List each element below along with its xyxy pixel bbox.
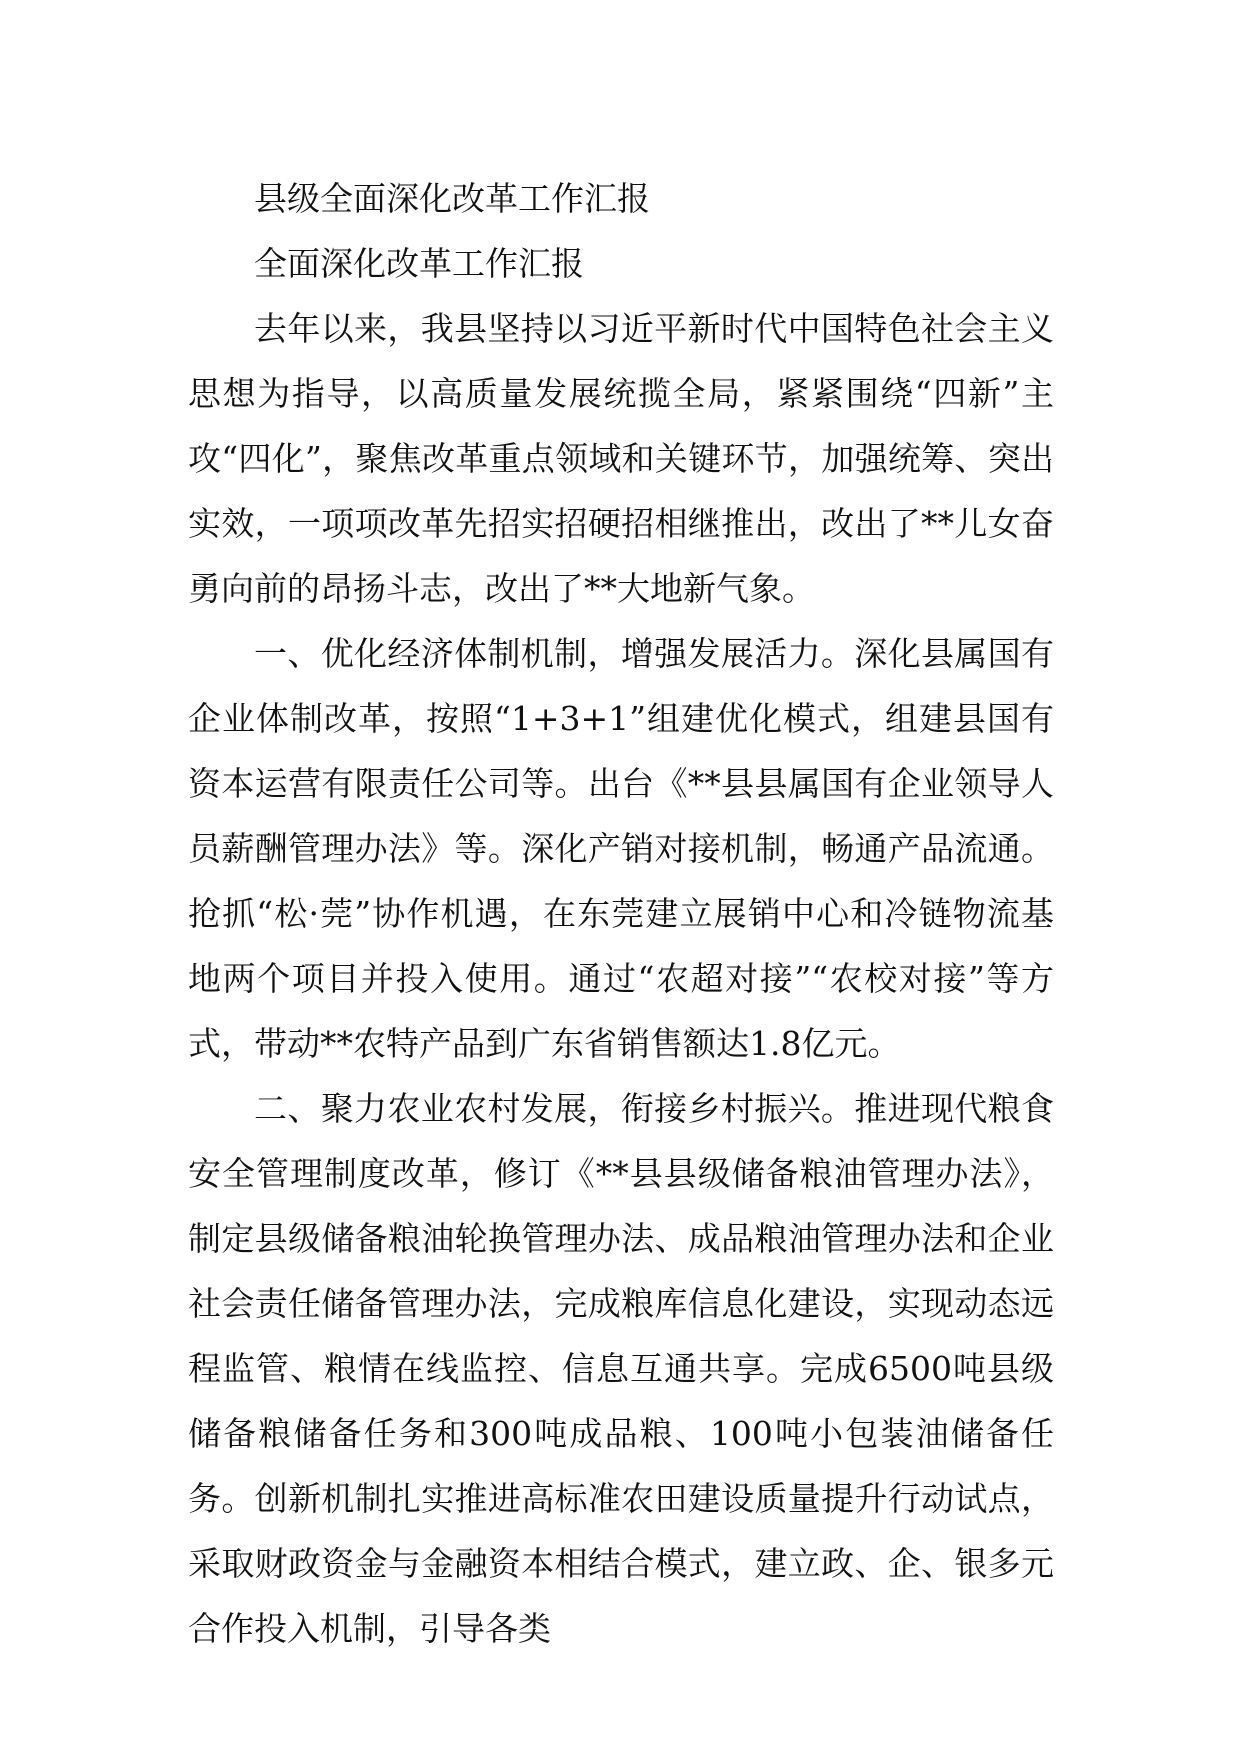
document-title: 县级全面深化改革工作汇报 bbox=[254, 179, 650, 218]
paragraph-economic-reform: 一、优化经济体制机制，增强发展活力。深化县属国有企业体制改革，按照“1+3+1”组建优化模式，组建县国有资本运营有限责任公司等。出台《**县县属国有企业领导人员薪酬管理办法》等。深化产销对接机制，畅通产品流通。抢抓“松·莞”协作机遇，在东莞建立展销中心和冷链物流基地两个项目并投入使用。通过“农超对接”“农校对接”等方式，带动**农特产品到广东省销售额达1.8亿元。 bbox=[188, 634, 1054, 1063]
document-body bbox=[188, 166, 1054, 1661]
paragraph-intro: 去年以来，我县坚持以习近平新时代中国特色社会主义思想为指导，以高质量发展统揽全局，紧紧围绕“四新”主攻“四化”，聚焦改革重点领域和关键环节，加强统筹、突出实效，一项项改革先招实招硬招相继推出，改出了**儿女奋勇向前的昂扬斗志，改出了**大地新气象。 bbox=[188, 309, 1054, 608]
paragraph-agriculture-reform: 二、聚力农业农村发展，衔接乡村振兴。推进现代粮食安全管理制度改革，修订《**县县级储备粮油管理办法》，制定县级储备粮油轮换管理办法、成品粮油管理办法和企业社会责任储备管理办法，完成粮库信息化建设，实现动态远程监管、粮情在线监控、信息互通共享。完成6500吨县级储备粮储备任务和300吨成品粮、100吨小包装油储备任务。创新机制扎实推进高标准农田建设质量提升行动试点，采取财政资金与金融资本相结合模式，建立政、企、银多元合作投入机制，引导各类 bbox=[188, 1089, 1054, 1648]
document-subtitle: 全面深化改革工作汇报 bbox=[254, 244, 584, 283]
